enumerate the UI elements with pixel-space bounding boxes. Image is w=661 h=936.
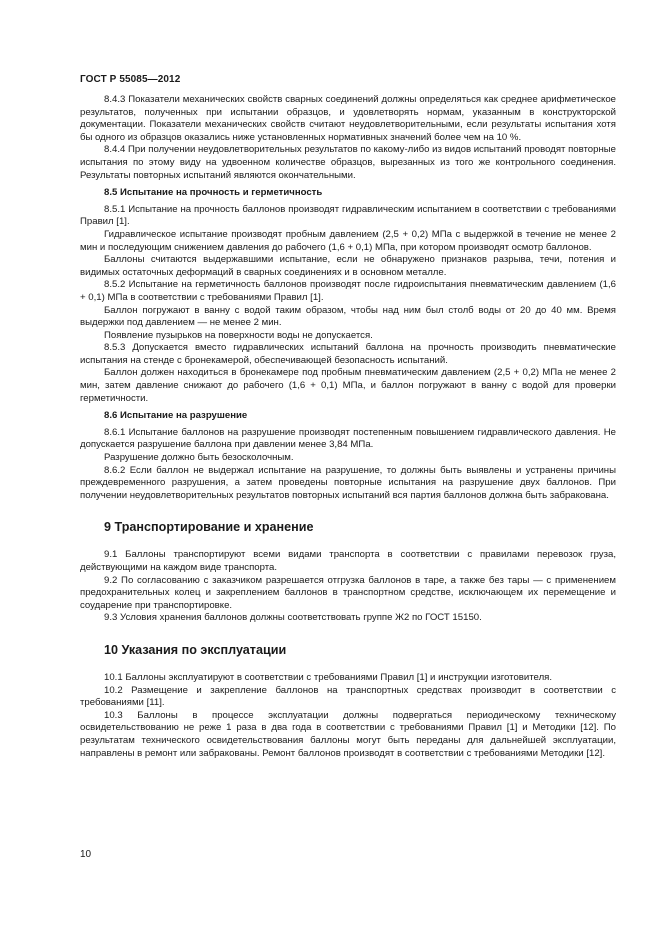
- paragraph: Баллон погружают в ванну с водой таким образом, чтобы над ним был столб воды от 20 до 40 мм. Время выдержки под давлением — не менее 2 мин.: [80, 304, 616, 329]
- document-header: ГОСТ Р 55085—2012: [80, 74, 181, 85]
- paragraph: 9.1 Баллоны транспортируют всеми видами транспорта в соответствии с правилами перевозок груза, действующими на каждом виде транспорта.: [80, 549, 616, 573]
- paragraph: 8.4.4 При получении неудовлетворительных результатов по какому-либо из видов испытаний проводят повторные испытания по этому виду на удвоенном количестве образцов, вырезанных из того же контрольного соединения. Результаты повторных испытаний являются окончательными.: [80, 144, 616, 181]
- paragraph-group-10: [80, 672, 616, 760]
- paragraph-group-9: [80, 549, 616, 625]
- paragraph-group-8-6: [80, 427, 616, 503]
- paragraph: 9.3 Условия хранения баллонов должны соответствовать группе Ж2 по ГОСТ 15150.: [104, 612, 482, 624]
- paragraph: 8.5.3 Допускается вместо гидравлических испытаний баллона на прочность производить пневматические испытания на стенде с бронекамерой, обеспечивающей безопасность испытаний.: [80, 342, 616, 366]
- paragraph-group-8-5: [80, 204, 616, 406]
- paragraph: 10.1 Баллоны эксплуатируют в соответствии с требованиями Правил [1] и инструкции изготовителя.: [104, 671, 553, 683]
- paragraph: Разрушение должно быть безосколочным.: [104, 452, 294, 464]
- paragraph: 8.5.1 Испытание на прочность баллонов производят гидравлическим испытанием в соответствии с требованиями Правил [1].: [80, 203, 616, 228]
- paragraph: Баллоны считаются выдержавшими испытание, если не обнаружено признаков разрыва, течи, потения и видимых остаточных деформаций в сварных соединениях и в основном металле.: [80, 254, 616, 278]
- subsection-heading-8-5: 8.5 Испытание на прочность и герметичность: [104, 187, 323, 199]
- paragraph: 8.5.2 Испытание на герметичность баллонов производят после гидроиспытания пневматическим давлением (1,6 + 0,1) МПа в соответствии с требованиями Правил [1].: [80, 279, 616, 303]
- paragraph: 8.6.1 Испытание баллонов на разрушение производят постепенным повышением гидравлического давления. Не допускается разрушение баллона при давлении менее 3,84 МПа.: [80, 426, 616, 451]
- paragraph: 8.6.2 Если баллон не выдержал испытание на разрушение, то должны быть выявлены и устранены причины преждевременного разрушения, а затем проведены повторные испытания на разрушение двух баллонов. При получении неудовлетворительных результатов повторных испытаний вся партия баллонов должна быть забракована.: [80, 464, 616, 501]
- paragraph-group-8-4: [80, 94, 616, 182]
- paragraph: 8.4.3 Показатели механических свойств сварных соединений должны определяться как среднее арифметическое результатов, полученных при испытании образцов, и удовлетворять нормам, указанным в конструкторской документации. Показатели механических свойств считают неудовлетворительными, если результаты испытания хотя бы одного из образцов оказались ниже установленных нормативных значений более чем на 10 %.: [80, 94, 616, 143]
- section-heading-9: 9 Транспортирование и хранение: [104, 520, 314, 535]
- paragraph: Гидравлическое испытание производят пробным давлением (2,5 + 0,2) МПа с выдержкой в течение не менее 2 мин и последующим снижением давления до рабочего (1,6 + 0,1) МПа, при котором производят осмотр баллонов.: [80, 228, 616, 253]
- section-heading-10: 10 Указания по эксплуатации: [104, 642, 287, 657]
- paragraph: Баллон должен находиться в бронекамере под пробным пневматическим давлением (2,5 + 0,2) МПа не менее 2 мин, затем давление снижают до рабочего (1,6 + 0,1) МПа, и баллон погружают в ванну с водой для проверки герметичности.: [80, 367, 616, 404]
- subsection-heading-8-6: 8.6 Испытание на разрушение: [104, 410, 248, 422]
- page-content: [80, 94, 616, 760]
- page-number: 10: [80, 849, 92, 860]
- paragraph: Появление пузырьков на поверхности воды не допускается.: [104, 329, 373, 341]
- paragraph: 9.2 По согласованию с заказчиком разрешается отгрузка баллонов в таре, а также без тары — с применением предохранительных колец и закреплением баллонов в транспортном средстве, исключающем их перемещение и соударение при транспортировке.: [80, 574, 616, 611]
- paragraph: 10.3 Баллоны в процессе эксплуатации должны подвергаться периодическому техническому освидетельствованию не реже 1 раза в два года в соответствии с требованиями Правил [1] и Методики [12]. По результатам технического освидетельствования баллоны могут быть переданы для дальнейшей эксплуатации, направлены в ремонт или забракованы. Ремонт баллонов производят в соответствии с требованиями Методики [12].: [80, 709, 616, 759]
- paragraph: 10.2 Размещение и закрепление баллонов на транспортных средствах производит в соответствии с требованиями [11].: [80, 684, 616, 709]
